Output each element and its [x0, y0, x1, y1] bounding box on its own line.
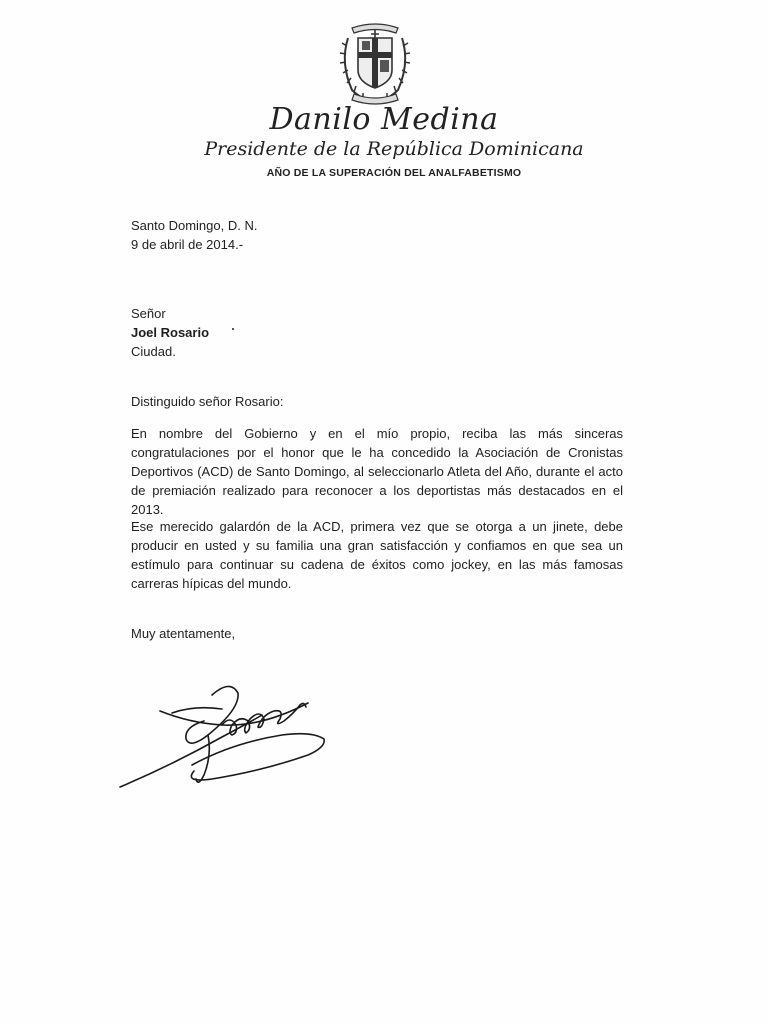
recipient-city: Ciudad. [131, 344, 176, 359]
letterhead-motto: AÑO DE LA SUPERACIÓN DEL ANALFABETISMO [266, 167, 522, 179]
place: Santo Domingo, D. N. [131, 218, 258, 233]
letterhead-title: Presidente de la República Dominicana [204, 138, 584, 160]
handwritten-signature-icon [112, 675, 332, 805]
body-paragraph-1: En nombre del Gobierno y en el mío propio, reciba las más sinceras congratulaciones por el honor que le ha concedido la Asociación de Cronistas Deportivos (ACD) de Santo Domingo, al seleccionarlo Atleta del Año, durante el acto de premiación realizado para reconocer a los deportistas más destacados en el 2013. [131, 426, 623, 517]
place-date [131, 216, 257, 254]
scan-speck [232, 328, 234, 330]
body-paragraph-2: Ese merecido galardón de la ACD, primera vez que se otorga a un jinete, debe producir en usted y su familia una gran satisfacción y confiamos en que sea un estímulo para continuar su cadena de éxitos como jockey, en las más famosas carreras hípicas del mundo. [131, 519, 623, 591]
recipient-honorific: Señor [131, 306, 166, 321]
date: 9 de abril de 2014.- [131, 237, 244, 252]
letterhead-name: Danilo Medina [269, 102, 499, 137]
coat-of-arms-icon [338, 18, 412, 106]
recipient-name: Joel Rosario [131, 325, 210, 340]
salutation: Distinguido señor Rosario: [131, 394, 284, 409]
closing: Muy atentamente, [131, 626, 236, 641]
recipient-block [131, 304, 209, 361]
